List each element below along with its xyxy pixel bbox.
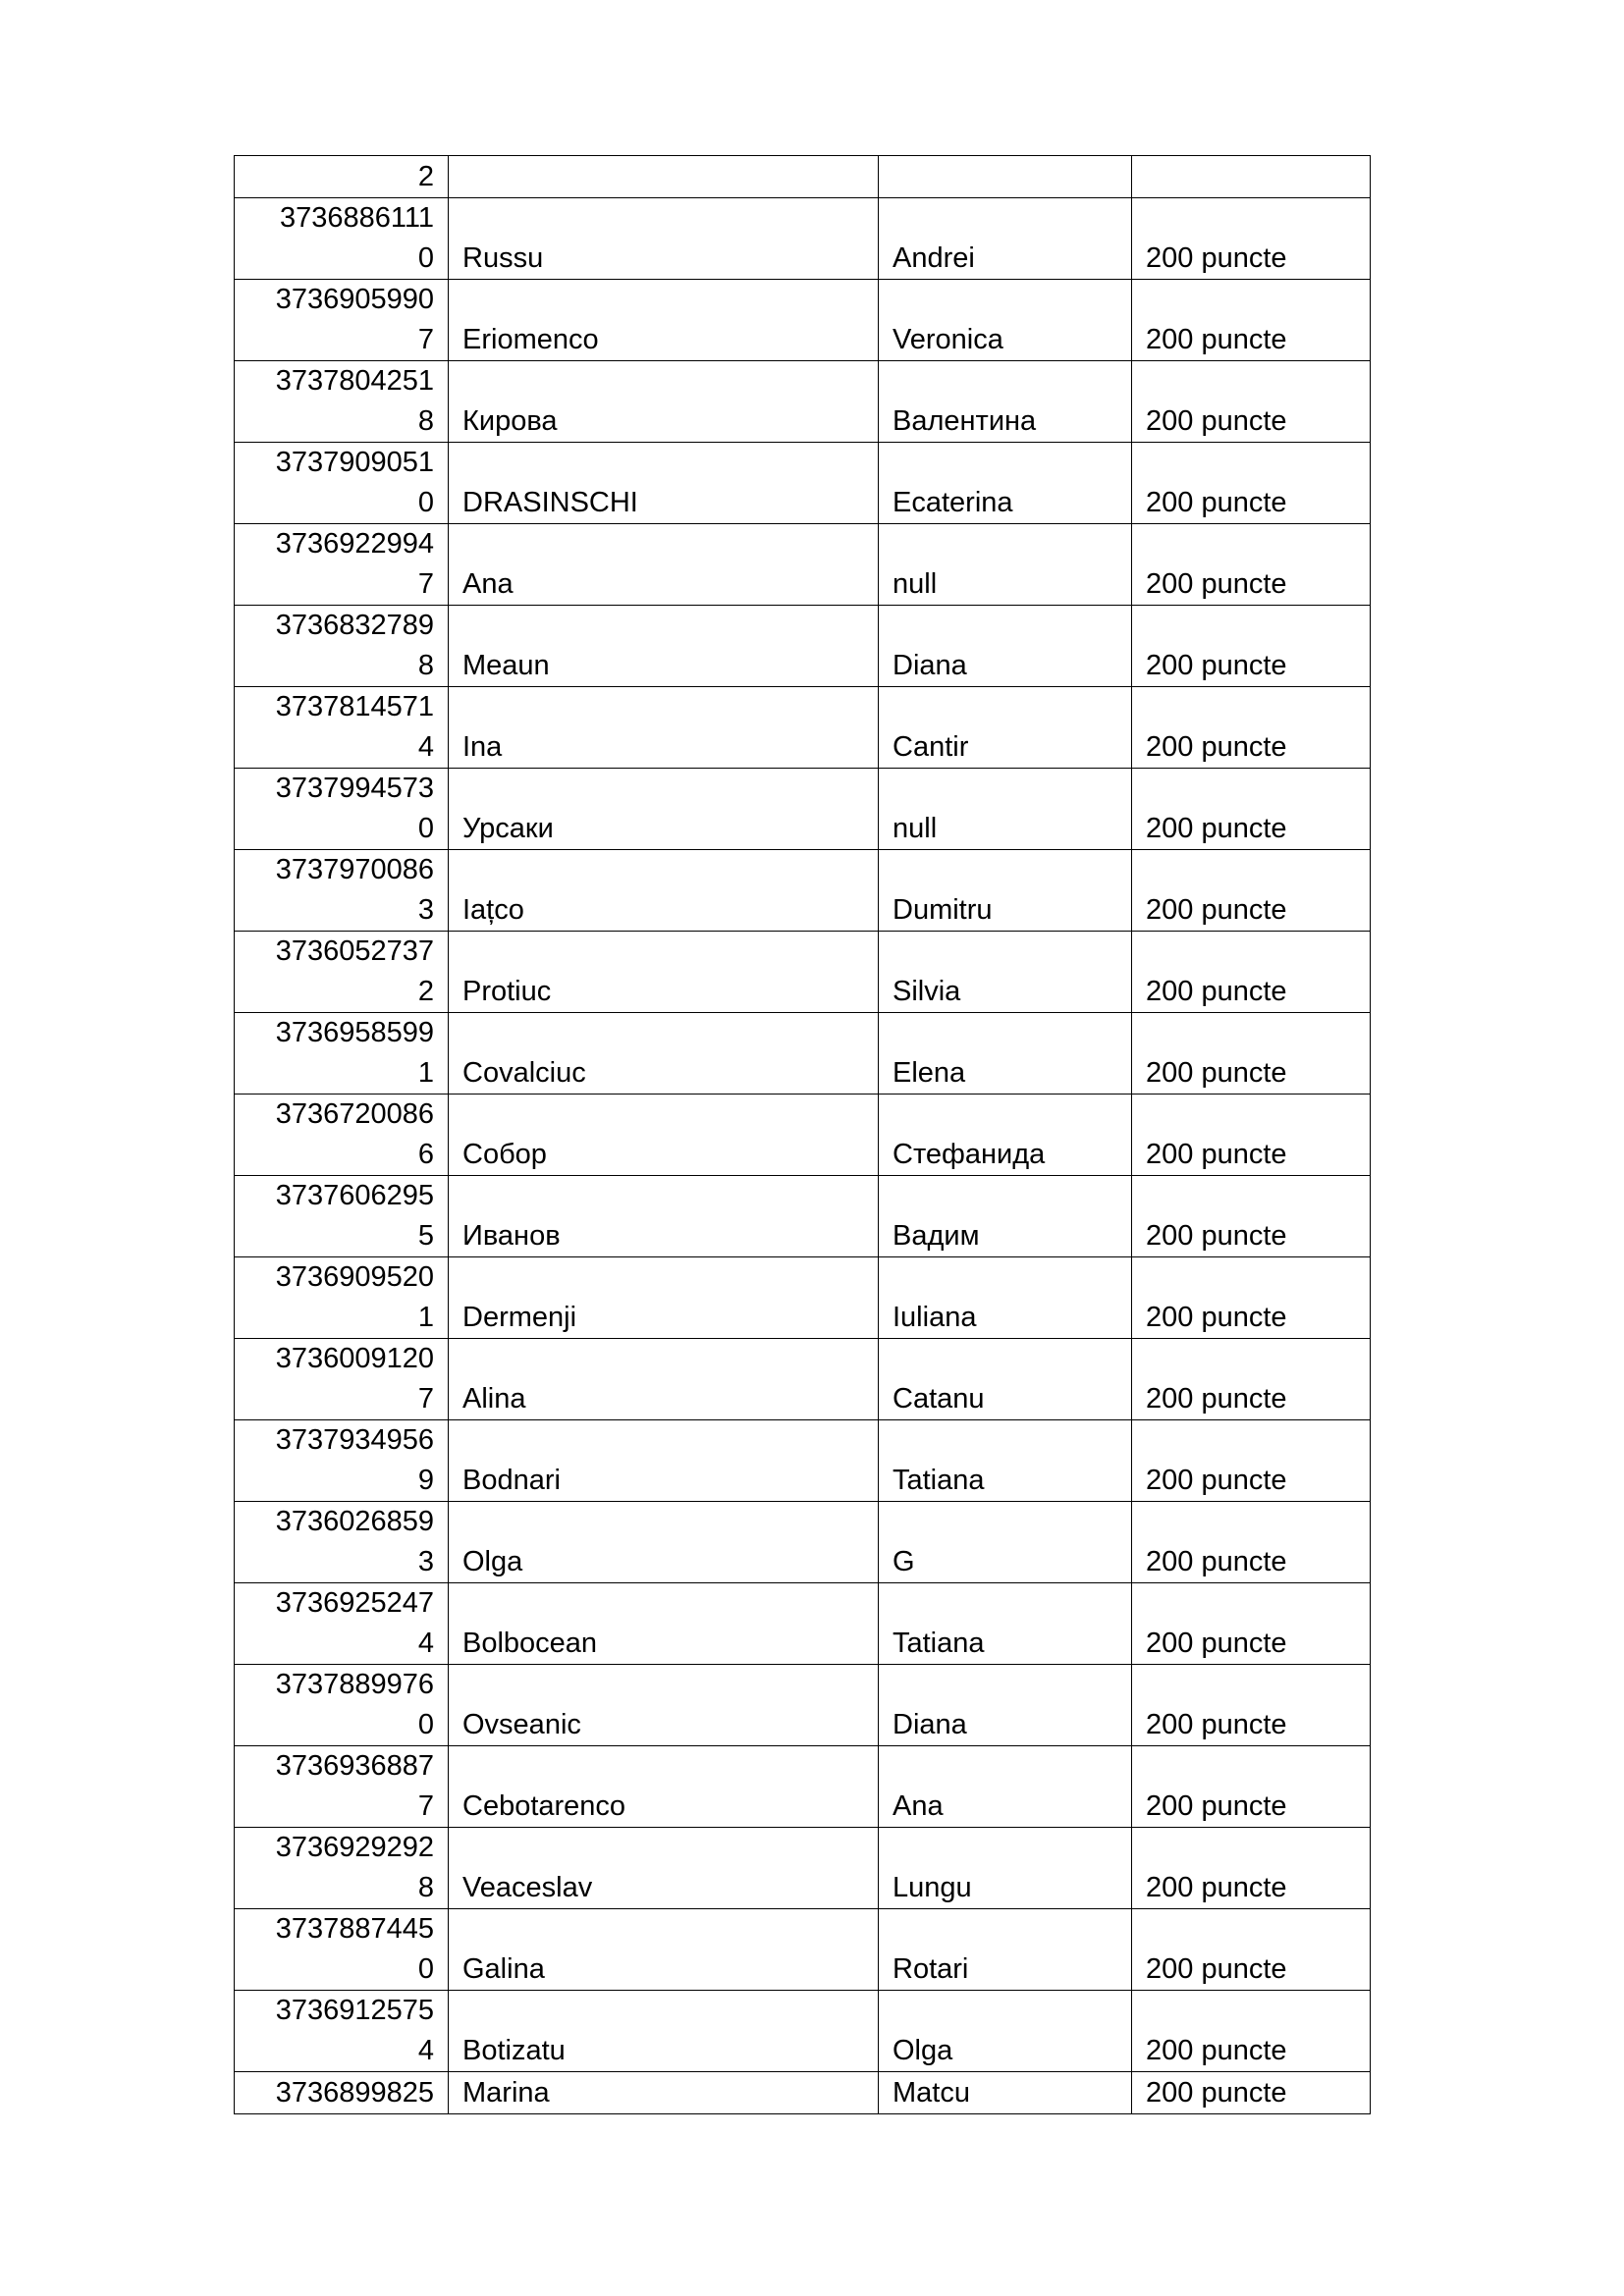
points-cell: 200 puncte: [1132, 850, 1371, 932]
points-cell: 200 puncte: [1132, 687, 1371, 769]
last-name-cell: Bolbocean: [449, 1583, 879, 1665]
points-cell: 200 puncte: [1132, 606, 1371, 687]
phone-number-part: 7: [417, 568, 434, 600]
phone-cell: [235, 443, 449, 524]
table-row: [235, 1502, 1371, 1583]
table-row: [235, 1176, 1371, 1257]
phone-number-part: 4: [417, 2035, 434, 2066]
table-row: [235, 850, 1371, 932]
points-cell: 200 puncte: [1132, 932, 1371, 1013]
phone-number-part: 7: [417, 1790, 434, 1822]
points-cell: 200 puncte: [1132, 1746, 1371, 1828]
phone-cell: [235, 156, 449, 198]
first-name-cell: Catanu: [879, 1339, 1132, 1420]
phone-number-part: 7: [417, 324, 434, 355]
table-row: [235, 932, 1371, 1013]
table-row: [235, 1420, 1371, 1502]
points-cell: [1132, 156, 1371, 198]
phone-cell: [235, 524, 449, 606]
phone-number-part: 8: [417, 650, 434, 681]
phone-number-part: 6: [417, 1139, 434, 1170]
phone-cell: [235, 932, 449, 1013]
results-table-body: [235, 156, 1371, 2114]
points-cell: 200 puncte: [1132, 361, 1371, 443]
phone-cell: [235, 1095, 449, 1176]
points-cell: 200 puncte: [1132, 524, 1371, 606]
phone-number-part: 3736052737: [275, 935, 434, 967]
phone-number-part: 2: [417, 976, 434, 1007]
points-cell: 200 puncte: [1132, 2072, 1371, 2114]
points-cell: 200 puncte: [1132, 1013, 1371, 1095]
results-table: [234, 155, 1371, 2114]
phone-cell: [235, 1420, 449, 1502]
table-row: [235, 1746, 1371, 1828]
phone-number-part: 0: [417, 813, 434, 844]
phone-cell: [235, 1257, 449, 1339]
phone-number-part: 3736925247: [275, 1587, 434, 1619]
table-row: [235, 606, 1371, 687]
phone-cell: [235, 198, 449, 280]
table-row: [235, 1339, 1371, 1420]
table-row: [235, 769, 1371, 850]
last-name-cell: Ovseanic: [449, 1665, 879, 1746]
phone-cell: [235, 361, 449, 443]
phone-cell: [235, 1665, 449, 1746]
phone-number-part: 3736905990: [275, 284, 434, 315]
phone-cell: [235, 1583, 449, 1665]
phone-number-part: 3736929292: [275, 1832, 434, 1863]
first-name-cell: Dumitru: [879, 850, 1132, 932]
phone-number-part: 3736720086: [275, 1098, 434, 1130]
last-name-cell: Botizatu: [449, 1991, 879, 2072]
first-name-cell: Ana: [879, 1746, 1132, 1828]
phone-number-part: 0: [417, 1709, 434, 1740]
table-row: [235, 443, 1371, 524]
last-name-cell: Кирова: [449, 361, 879, 443]
phone-number-part: 0: [417, 487, 434, 518]
phone-number-part: 3736936887: [275, 1750, 434, 1782]
last-name-cell: Ina: [449, 687, 879, 769]
phone-number-part: 3737889976: [275, 1669, 434, 1700]
first-name-cell: Валентина: [879, 361, 1132, 443]
phone-cell: [235, 1909, 449, 1991]
last-name-cell: DRASINSCHI: [449, 443, 879, 524]
last-name-cell: Meaun: [449, 606, 879, 687]
table-row: [235, 1991, 1371, 2072]
points-cell: 200 puncte: [1132, 280, 1371, 361]
table-row: [235, 198, 1371, 280]
phone-number-part: 3736958599: [275, 1017, 434, 1048]
last-name-cell: Eriomenco: [449, 280, 879, 361]
phone-number-part: 4: [417, 731, 434, 763]
first-name-cell: Вадим: [879, 1176, 1132, 1257]
phone-cell: [235, 769, 449, 850]
last-name-cell: Иванов: [449, 1176, 879, 1257]
points-cell: 200 puncte: [1132, 1665, 1371, 1746]
phone-number-part: 3736912575: [275, 1995, 434, 2026]
last-name-cell: [449, 156, 879, 198]
phone-number-part: 3736886111: [280, 202, 434, 234]
last-name-cell: Dermenji: [449, 1257, 879, 1339]
points-cell: 200 puncte: [1132, 1583, 1371, 1665]
points-cell: 200 puncte: [1132, 1420, 1371, 1502]
phone-cell: [235, 1013, 449, 1095]
points-cell: 200 puncte: [1132, 1828, 1371, 1909]
phone-number-part: 3737970086: [275, 854, 434, 885]
points-cell: 200 puncte: [1132, 1991, 1371, 2072]
points-cell: 200 puncte: [1132, 1502, 1371, 1583]
phone-cell: [235, 687, 449, 769]
first-name-cell: Olga: [879, 1991, 1132, 2072]
first-name-cell: null: [879, 769, 1132, 850]
points-cell: 200 puncte: [1132, 1339, 1371, 1420]
first-name-cell: Matcu: [879, 2072, 1132, 2114]
table-row: [235, 1583, 1371, 1665]
first-name-cell: [879, 156, 1132, 198]
phone-number-part: 3737606295: [275, 1180, 434, 1211]
phone-cell: [235, 2072, 449, 2114]
phone-cell: [235, 606, 449, 687]
table-row: [235, 1095, 1371, 1176]
phone-cell: [235, 850, 449, 932]
table-row: [235, 1257, 1371, 1339]
phone-number-part: 3: [417, 894, 434, 926]
phone-number-part: 9: [417, 1465, 434, 1496]
table-row: [235, 1013, 1371, 1095]
phone-number-part: 7: [417, 1383, 434, 1415]
phone-number-part: 1: [417, 1057, 434, 1089]
phone-cell: [235, 1828, 449, 1909]
phone-number-part: 3737909051: [275, 447, 434, 478]
phone-number-part: 3: [417, 1546, 434, 1577]
points-cell: 200 puncte: [1132, 769, 1371, 850]
last-name-cell: Iațco: [449, 850, 879, 932]
last-name-cell: Ana: [449, 524, 879, 606]
first-name-cell: Diana: [879, 1665, 1132, 1746]
points-cell: 200 puncte: [1132, 1909, 1371, 1991]
last-name-cell: Olga: [449, 1502, 879, 1583]
last-name-cell: Veaceslav: [449, 1828, 879, 1909]
last-name-cell: Урсаки: [449, 769, 879, 850]
phone-number-part: 0: [417, 1953, 434, 1985]
phone-number-part: 3737814571: [275, 691, 434, 722]
first-name-cell: Iuliana: [879, 1257, 1132, 1339]
phone-number-part: 3736832789: [275, 610, 434, 641]
phone-number-part: 3736909520: [275, 1261, 434, 1293]
first-name-cell: null: [879, 524, 1132, 606]
table-row: [235, 1665, 1371, 1746]
first-name-cell: Lungu: [879, 1828, 1132, 1909]
first-name-cell: Rotari: [879, 1909, 1132, 1991]
first-name-cell: Стефанида: [879, 1095, 1132, 1176]
last-name-cell: Protiuc: [449, 932, 879, 1013]
phone-cell: [235, 280, 449, 361]
phone-number-part: 0: [417, 242, 434, 274]
table-row: [235, 280, 1371, 361]
phone-cell: [235, 1991, 449, 2072]
phone-number-part: 5: [417, 1220, 434, 1252]
last-name-cell: Galina: [449, 1909, 879, 1991]
first-name-cell: Tatiana: [879, 1420, 1132, 1502]
phone-cell: [235, 1176, 449, 1257]
table-row: [235, 2072, 1371, 2114]
first-name-cell: Diana: [879, 606, 1132, 687]
first-name-cell: Andrei: [879, 198, 1132, 280]
phone-number-part: 2: [417, 161, 434, 192]
first-name-cell: Ecaterina: [879, 443, 1132, 524]
table-row: [235, 361, 1371, 443]
phone-cell: [235, 1502, 449, 1583]
first-name-cell: Tatiana: [879, 1583, 1132, 1665]
table-row: [235, 1828, 1371, 1909]
phone-number-part: 3737887445: [275, 1913, 434, 1945]
table-row: [235, 687, 1371, 769]
last-name-cell: Cebotarenco: [449, 1746, 879, 1828]
first-name-cell: Silvia: [879, 932, 1132, 1013]
points-cell: 200 puncte: [1132, 1095, 1371, 1176]
phone-number-part: 3736922994: [275, 528, 434, 560]
first-name-cell: Veronica: [879, 280, 1132, 361]
phone-number-part: 3737994573: [275, 773, 434, 804]
last-name-cell: Marina: [449, 2072, 879, 2114]
phone-number-part: 1: [417, 1302, 434, 1333]
phone-number-part: 3736026859: [275, 1506, 434, 1537]
phone-number-part: 3737804251: [275, 365, 434, 397]
last-name-cell: Собор: [449, 1095, 879, 1176]
table-row: [235, 1909, 1371, 1991]
phone-number-part: 3736899825: [275, 2077, 434, 2109]
phone-number-part: 3736009120: [275, 1343, 434, 1374]
points-cell: 200 puncte: [1132, 1176, 1371, 1257]
last-name-cell: Alina: [449, 1339, 879, 1420]
points-cell: 200 puncte: [1132, 443, 1371, 524]
phone-number-part: 8: [417, 405, 434, 437]
points-cell: 200 puncte: [1132, 1257, 1371, 1339]
phone-number-part: 8: [417, 1872, 434, 1903]
last-name-cell: Bodnari: [449, 1420, 879, 1502]
table-row: [235, 524, 1371, 606]
last-name-cell: Russu: [449, 198, 879, 280]
phone-number-part: 3737934956: [275, 1424, 434, 1456]
points-cell: 200 puncte: [1132, 198, 1371, 280]
phone-number-part: 4: [417, 1628, 434, 1659]
phone-cell: [235, 1339, 449, 1420]
first-name-cell: G: [879, 1502, 1132, 1583]
table-row: [235, 156, 1371, 198]
phone-cell: [235, 1746, 449, 1828]
last-name-cell: Covalciuc: [449, 1013, 879, 1095]
first-name-cell: Elena: [879, 1013, 1132, 1095]
first-name-cell: Cantir: [879, 687, 1132, 769]
